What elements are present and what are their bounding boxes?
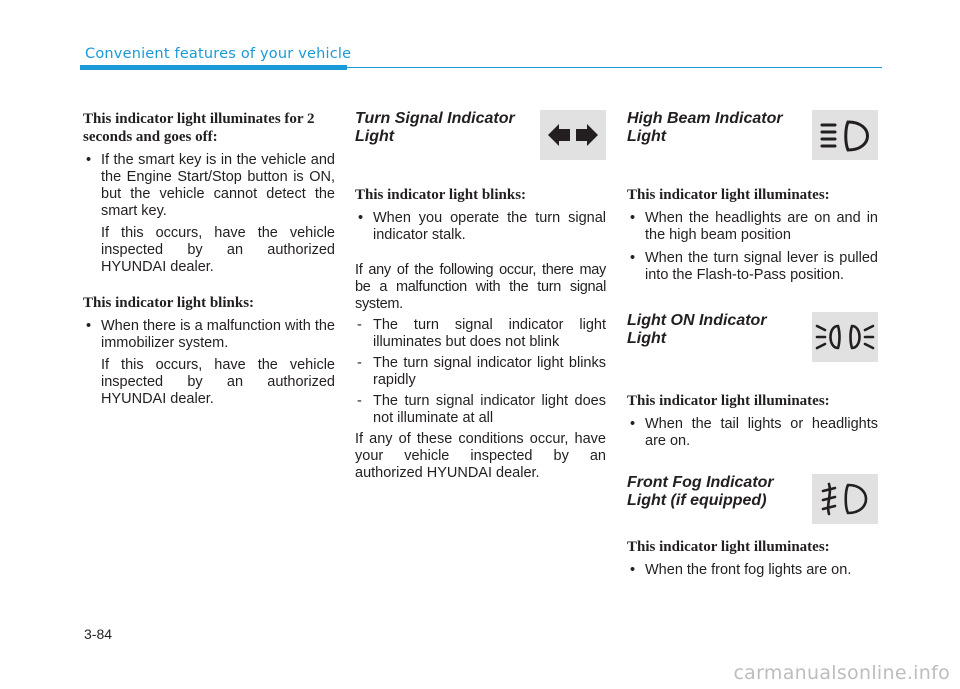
tail-light-icon xyxy=(812,312,878,362)
list-item: • When the front fog lights are on. xyxy=(630,562,852,578)
high-beam-subheading: This indicator light illuminates: xyxy=(627,187,830,203)
note-text: If this occurs, have the vehicle inspected by an authorized HYUNDAI dealer. xyxy=(101,225,335,275)
front-fog-light-icon xyxy=(812,474,878,524)
turn-signal-title: Turn Signal Indicator Light xyxy=(355,110,515,145)
front-fog-section-header xyxy=(627,474,878,524)
turn-signal-subheading: This indicator light blinks: xyxy=(355,187,527,203)
list-item: • When you operate the turn signal indicator stalk. xyxy=(358,210,606,243)
light-on-section-header xyxy=(627,312,878,362)
section-title: Convenient features of your vehicle xyxy=(85,46,352,62)
header-rule-thin xyxy=(347,67,882,68)
turn-signal-paragraph: If any of these conditions occur, have your vehicle inspected by an authorized HYUNDAI dealer. xyxy=(355,431,606,481)
list-item: • When there is a malfunction with the immobilizer system. xyxy=(86,318,335,351)
high-beam-section-header xyxy=(627,110,878,160)
light-on-title: Light ON Indicator Light xyxy=(627,312,767,347)
subheading-blinks: This indicator light blinks: xyxy=(83,295,255,311)
column-3 xyxy=(627,110,878,579)
list-item: • When the tail lights or headlights are on. xyxy=(630,416,878,449)
list-item: - The turn signal indicator light does not illuminate at all xyxy=(357,393,606,426)
list-item: - The turn signal indicator light blinks rapidly xyxy=(357,355,606,388)
high-beam-title: High Beam Indicator Light xyxy=(627,110,783,145)
watermark: carmanualsonline.info xyxy=(733,662,950,684)
column-1 xyxy=(83,110,335,408)
list-item: • When the headlights are on and in the high beam position xyxy=(630,210,878,243)
turn-signal-arrows-icon xyxy=(540,110,606,160)
high-beam-icon xyxy=(812,110,878,160)
column-2 xyxy=(355,110,606,482)
page-number: 3-84 xyxy=(84,626,113,642)
note-text: If this occurs, have the vehicle inspected by an authorized HYUNDAI dealer. xyxy=(101,357,335,407)
turn-signal-section-header xyxy=(355,110,606,160)
list-item: • When the turn signal lever is pulled into the Flash-to-Pass position. xyxy=(630,250,878,283)
turn-signal-paragraph: If any of the following occur, there may be a malfunction with the turn signal system. xyxy=(355,262,606,312)
front-fog-subheading: This indicator light illuminates: xyxy=(627,539,830,555)
list-item: - The turn signal indicator light illuminates but does not blink xyxy=(357,317,606,350)
light-on-subheading: This indicator light illuminates: xyxy=(627,393,830,409)
front-fog-title: Front Fog Indicator Light (if equipped) xyxy=(627,474,774,509)
header-rule-thick xyxy=(80,65,347,70)
subheading-illuminates-2s: This indicator light illuminates for 2 seconds and goes off: xyxy=(83,111,315,145)
list-item: • If the smart key is in the vehicle and the Engine Start/Stop button is ON, but the vehicle cannot detect the smart key. xyxy=(86,152,335,219)
